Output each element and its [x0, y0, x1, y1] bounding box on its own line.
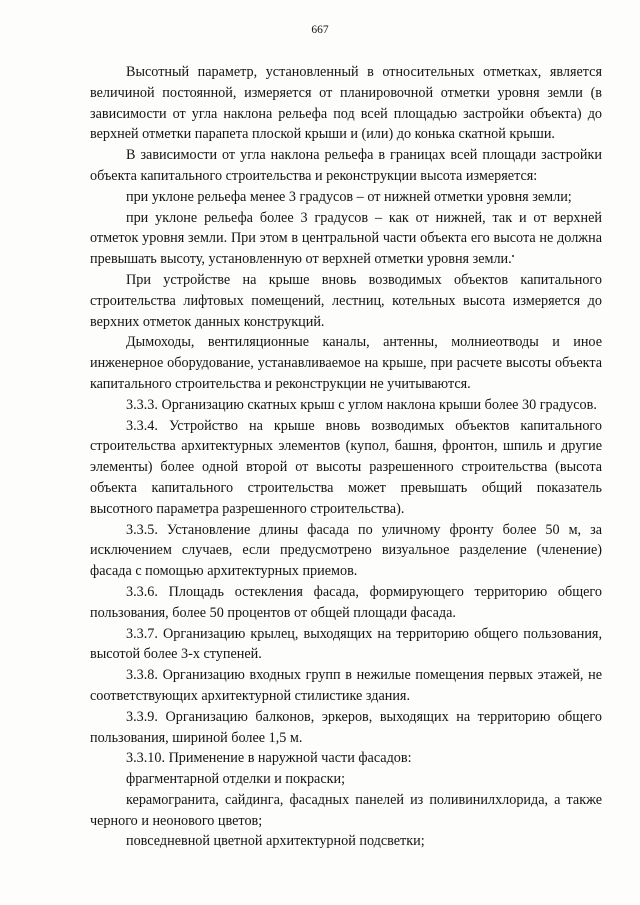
paragraph-3-3-7: 3.3.7. Организацию крылец, выходящих на территорию общего пользования, высотой более 3-х ступеней. — [90, 625, 602, 663]
paragraph-fragmentary-finish: фрагментарной отделки и покраски; — [126, 771, 346, 788]
paragraph-roof-equipment: Дымоходы, вентиляционные каналы, антенны, молниеотводы и иное инженерное оборудование, устанавливаемое на крыше, при расчете высоты объекта капитального строительства и реконструкции не учитываются. — [90, 334, 602, 392]
paragraph-porcelain-siding: керамогранита, сайдинга, фасадных панелей из поливинилхлорида, а также черного и неонового цветов; — [90, 791, 602, 829]
paragraph-3-3-6: 3.3.6. Площадь остекления фасада, формирующего территорию общего пользования, более 50 процентов от общей площади фасада. — [90, 583, 602, 621]
paragraph-3-3-9: 3.3.9. Организацию балконов, эркеров, выходящих на территорию общего пользования, шириной более 1,5 м. — [90, 708, 602, 746]
paragraph-slope-less-3: при уклоне рельефа менее 3 градусов – от нижней отметки уровня земли; — [126, 188, 572, 205]
paragraph-daily-lighting: повседневной цветной архитектурной подсветки; — [126, 833, 425, 850]
page-number: 667 — [311, 24, 329, 36]
paragraph-3-3-3: 3.3.3. Организацию скатных крыш с углом наклона крыши более 30 градусов. — [126, 396, 597, 413]
paragraph-roof-structures: При устройстве на крыше вновь возводимых объектов капитального строительства лифтовых помещений, лестниц, котельных высота измеряется до верхних отметок данных конструкций. — [90, 271, 602, 330]
scan-artifact-dot — [512, 255, 514, 257]
paragraph-3-3-4: 3.3.4. Устройство на крыше вновь возводимых объектов капитального строительства архитектурных элементов (купол, башня, фронтон, шпиль и другие элементы) более одной второй от высоты разрешенного строительства (высота объекта капитального строительства может превышать общий показатель высотного параметра разрешенного строительства). — [90, 417, 602, 517]
paragraph-3-3-5: 3.3.5. Установление длины фасада по уличному фронту более 50 м, за исключением случаев, если предусмотрено визуальное разделение (членение) фасада с помощью архитектурных приемов. — [90, 521, 602, 580]
paragraph-3-3-8: 3.3.8. Организацию входных групп в нежилые помещения первых этажей, не соответствующих архитектурной стилистике здания. — [90, 667, 602, 704]
paragraph-slope-dependency: В зависимости от угла наклона рельефа в границах всей площади застройки объекта капитального строительства и реконструкции высота измеряется: — [90, 147, 602, 184]
paragraph-slope-more-3: при уклоне рельефа более 3 градусов – как от нижней, так и от верхней отметок уровня земли. При этом в центральной части объекта его высота не должна превышать высоту, установленную от верхней отметки уровня земли. — [90, 209, 602, 268]
document-body — [90, 62, 602, 852]
paragraph-3-3-10: 3.3.10. Применение в наружной части фасадов: — [126, 750, 412, 767]
paragraph-height-parameter: Высотный параметр, установленный в относительных отметках, является величиной постоянной, измеряется от планировочной отметки уровня земли (в зависимости от угла наклона рельефа под всей площадью застройки объекта) до верхней отметки парапета плоской крыши и (или) до конька скатной крыши. — [90, 64, 602, 143]
